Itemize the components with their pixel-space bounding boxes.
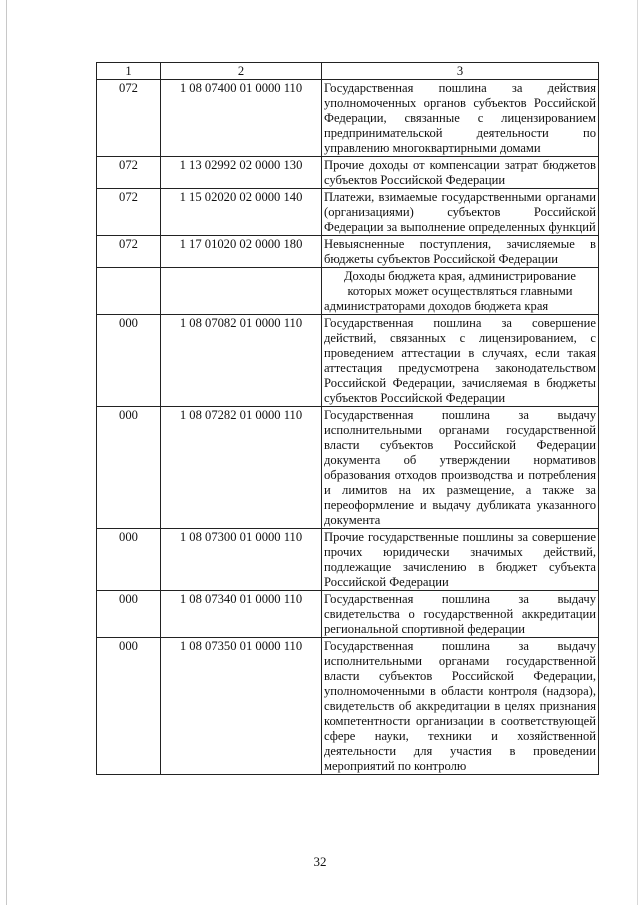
table-header-row — [97, 63, 599, 80]
revenue-description-cell: Государственная пошлина за совершение действий, связанных с лицензированием, с проведением аттестации в случаях, если такая аттестация предусмотрена законодательством Российской Федерации, зачисляемая в бюджеты субъектов Российской Федерации — [322, 315, 599, 407]
admin-code-cell: 000 — [97, 591, 161, 638]
table-row — [97, 236, 599, 268]
table-row — [97, 157, 599, 189]
revenue-code-cell: 1 17 01020 02 0000 180 — [161, 236, 322, 268]
table-row — [97, 80, 599, 157]
revenue-description-cell: Прочие доходы от компенсации затрат бюджетов субъектов Российской Федерации — [322, 157, 599, 189]
admin-code-cell: 072 — [97, 80, 161, 157]
table-row — [97, 407, 599, 529]
revenue-code-cell: 1 08 07300 01 0000 110 — [161, 529, 322, 591]
revenue-code-cell: 1 08 07400 01 0000 110 — [161, 80, 322, 157]
admin-code-cell: 072 — [97, 189, 161, 236]
revenue-description-cell: Государственная пошлина за действия уполномоченных органов субъектов Российской Федерации, связанные с лицензированием предпринимательской деятельности по управлению многоквартирными домами — [322, 80, 599, 157]
section-heading-cell: Доходы бюджета края, администрирование которых может осуществляться главными администраторами доходов бюджета края — [322, 268, 599, 315]
admin-code-cell: 072 — [97, 157, 161, 189]
table-row — [97, 529, 599, 591]
admin-code-cell: 072 — [97, 236, 161, 268]
revenue-code-cell: 1 08 07350 01 0000 110 — [161, 638, 322, 775]
section-heading-row — [97, 268, 599, 315]
table-body — [97, 80, 599, 775]
revenue-description-cell: Государственная пошлина за выдачу исполнительными органами государственной власти субъектов Российской Федерации документа об утверждении нормативов образования отходов производства и потребления и лимитов на их размещение, а также за переоформление и выдачу дубликата указанного документа — [322, 407, 599, 529]
revenue-description-cell: Государственная пошлина за выдачу исполнительными органами государственной власти субъектов Российской Федерации, уполномоченными в области контроля (надзора), свидетельств об аккредитации в целях признания компетентности организации в соответствующей сфере науки, техники и хозяйственной деятельности для участия в проведении мероприятий по контролю — [322, 638, 599, 775]
revenue-description-cell: Платежи, взимаемые государственными органами (организациями) субъектов Российской Федерации за выполнение определенных функций — [322, 189, 599, 236]
admin-code-cell: 000 — [97, 638, 161, 775]
revenue-code-cell: 1 15 02020 02 0000 140 — [161, 189, 322, 236]
scan-right-edge — [637, 0, 638, 905]
revenue-code-cell: 1 08 07340 01 0000 110 — [161, 591, 322, 638]
revenue-code-cell — [161, 268, 322, 315]
column-header-1: 1 — [97, 63, 161, 80]
column-header-2: 2 — [161, 63, 322, 80]
revenue-description-cell: Невыясненные поступления, зачисляемые в бюджеты субъектов Российской Федерации — [322, 236, 599, 268]
admin-code-cell — [97, 268, 161, 315]
admin-code-cell: 000 — [97, 529, 161, 591]
admin-code-cell: 000 — [97, 315, 161, 407]
column-header-3: 3 — [322, 63, 599, 80]
scan-left-edge — [6, 0, 7, 905]
revenue-code-cell: 1 08 07082 01 0000 110 — [161, 315, 322, 407]
table-row — [97, 315, 599, 407]
revenue-codes-table — [96, 62, 599, 775]
admin-code-cell: 000 — [97, 407, 161, 529]
table-row — [97, 591, 599, 638]
revenue-description-cell: Государственная пошлина за выдачу свидетельства о государственной аккредитации региональной спортивной федерации — [322, 591, 599, 638]
table-row — [97, 638, 599, 775]
revenue-description-cell: Прочие государственные пошлины за совершение прочих юридически значимых действий, подлежащие зачислению в бюджет субъекта Российской Федерации — [322, 529, 599, 591]
table-row — [97, 189, 599, 236]
revenue-code-cell: 1 13 02992 02 0000 130 — [161, 157, 322, 189]
revenue-code-cell: 1 08 07282 01 0000 110 — [161, 407, 322, 529]
page-number: 32 — [313, 854, 327, 869]
